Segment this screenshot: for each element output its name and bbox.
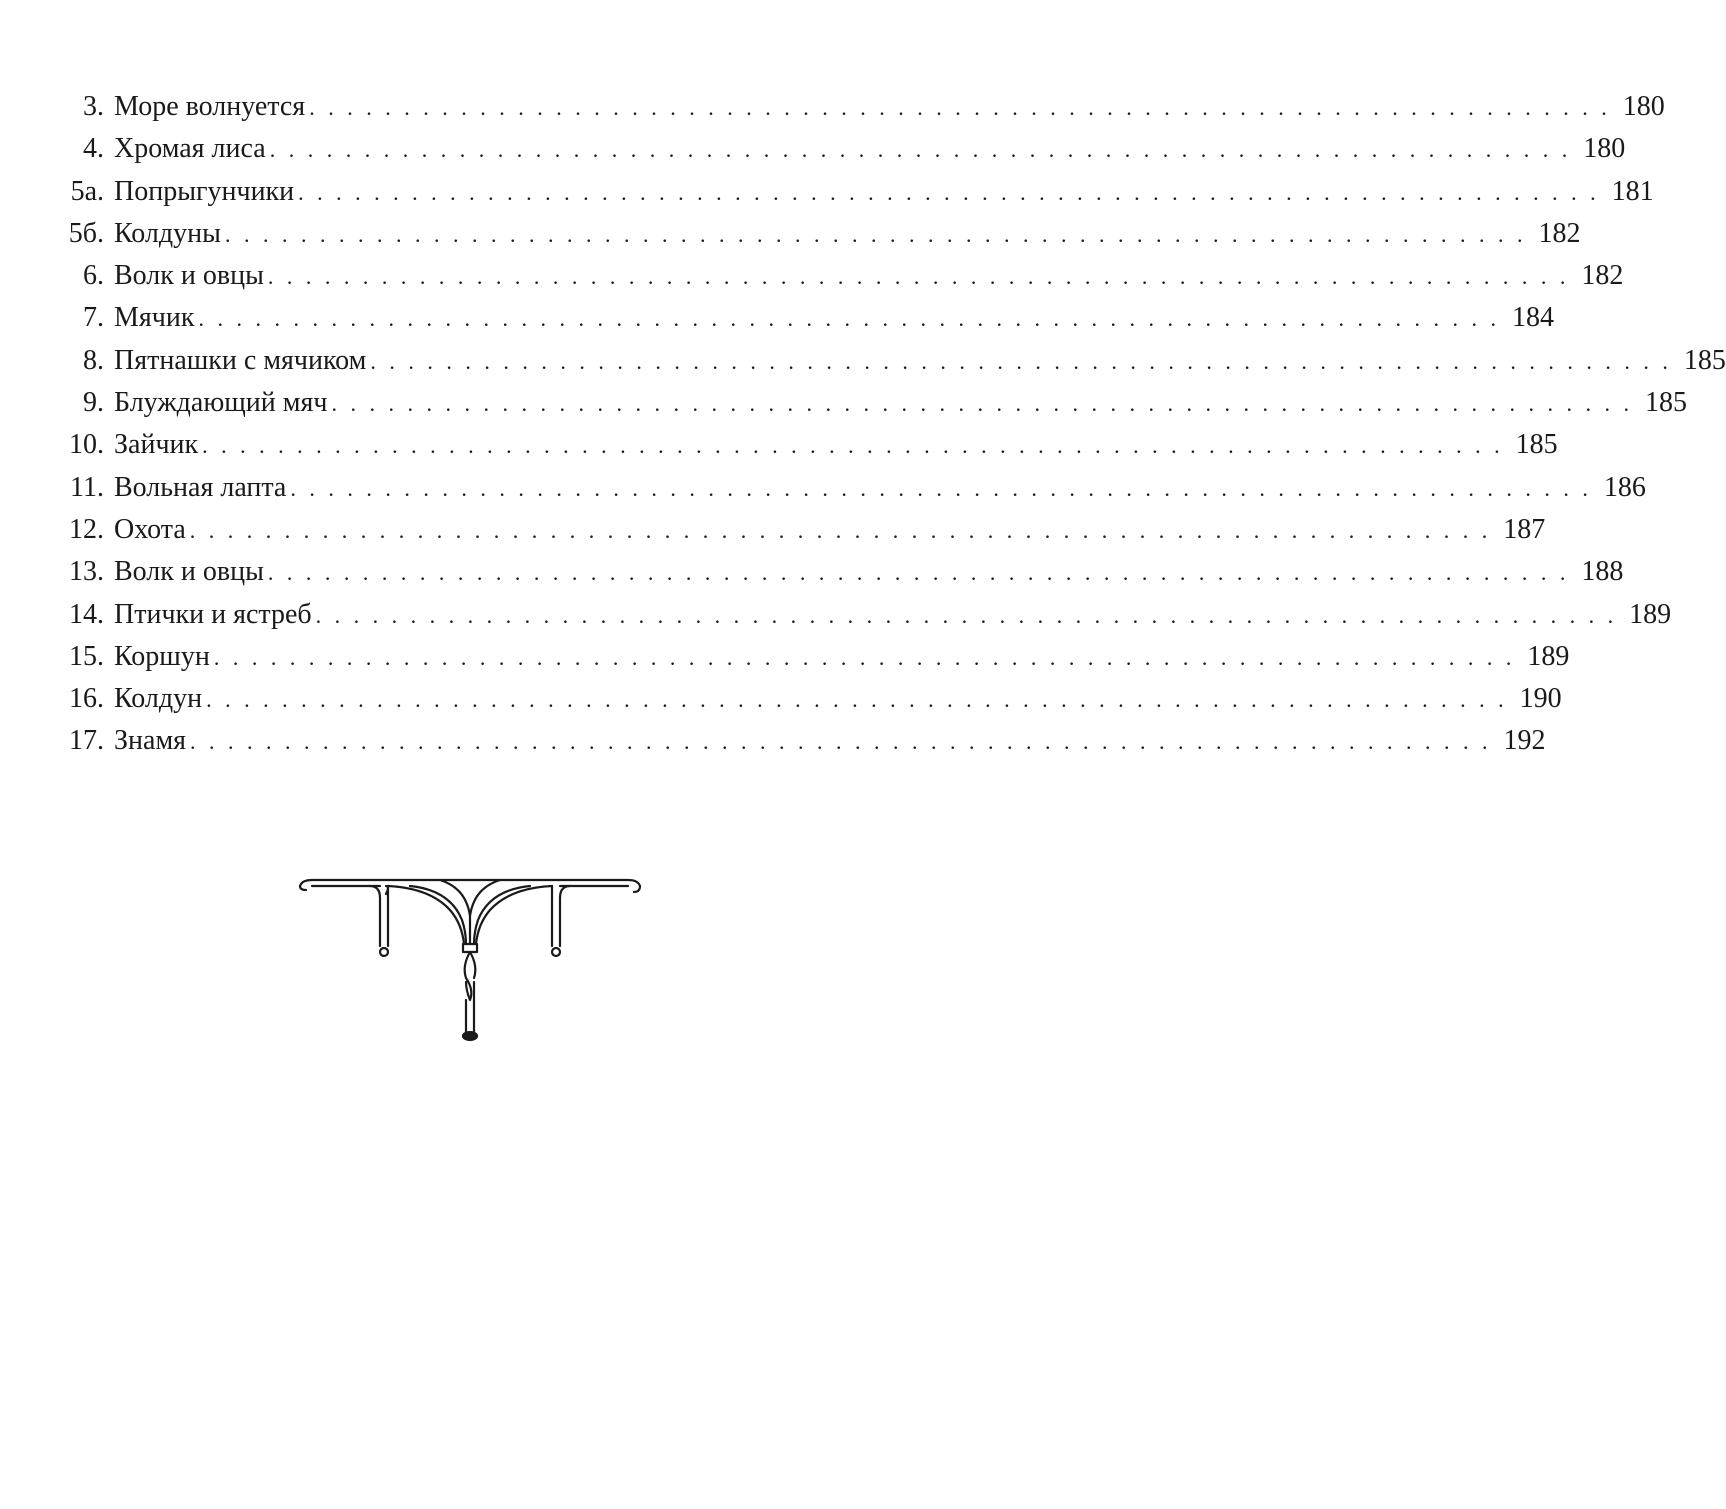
toc-entry-number: 10. bbox=[69, 429, 104, 461]
toc-entry-title: Блуждающий мяч bbox=[114, 387, 328, 419]
toc-entry-number: 5б. bbox=[68, 217, 104, 249]
toc-entry-title: Колдун bbox=[114, 683, 203, 715]
toc-entry-page: 189 bbox=[1527, 640, 1570, 672]
toc-entry bbox=[60, 128, 1626, 170]
toc-entry-page: 188 bbox=[1581, 556, 1624, 588]
toc-entry-page: 180 bbox=[1583, 133, 1626, 165]
toc-entry-number: 14. bbox=[69, 598, 104, 630]
toc-dot-leader: . . . . . . . . . . . . . . . . . . . . . . . . . . . . . . . . . . . . . . . . . . . . . . . . . . . . . . . . . . . . . . . . . . . . . bbox=[298, 179, 1600, 205]
toc-dot-leader: . . . . . . . . . . . . . . . . . . . . . . . . . . . . . . . . . . . . . . . . . . . . . . . . . . . . . . . . . . . . . . . . . . . . . bbox=[190, 729, 1492, 755]
toc-entry-page: 182 bbox=[1538, 217, 1581, 249]
toc-entry-page: 190 bbox=[1519, 683, 1562, 715]
table-of-contents bbox=[60, 86, 1726, 763]
toc-dot-leader: . . . . . . . . . . . . . . . . . . . . . . . . . . . . . . . . . . . . . . . . . . . . . . . . . . . . . . . . . . . . . . . . . . . . . bbox=[224, 221, 1527, 247]
toc-entry-title: Волк и овцы bbox=[114, 260, 264, 292]
toc-entry-title: Знамя bbox=[114, 725, 187, 757]
toc-entry bbox=[60, 720, 1546, 762]
toc-entry-title: Попрыгунчики bbox=[114, 175, 295, 207]
toc-entry-number: 6. bbox=[83, 260, 104, 292]
toc-entry-number: 5а. bbox=[70, 175, 104, 207]
toc-dot-leader: . . . . . . . . . . . . . . . . . . . . . . . . . . . . . . . . . . . . . . . . . . . . . . . . . . . . . . . . . . . . . . . . . . . . . bbox=[267, 264, 1570, 290]
toc-entry-page: 181 bbox=[1611, 175, 1654, 207]
toc-entry-number: 9. bbox=[83, 387, 104, 419]
toc-entry bbox=[60, 551, 1624, 593]
toc-entry bbox=[60, 297, 1554, 339]
toc-entry-page: 184 bbox=[1511, 302, 1554, 334]
toc-entry-page: 185 bbox=[1644, 387, 1687, 419]
toc-entry-title: Мячик bbox=[114, 302, 195, 334]
toc-entry-number: 12. bbox=[69, 513, 104, 545]
toc-entry-number: 16. bbox=[69, 683, 104, 715]
toc-entry-number: 13. bbox=[69, 556, 104, 588]
toc-entry-page: 182 bbox=[1581, 260, 1624, 292]
toc-entry-number: 7. bbox=[83, 302, 104, 334]
toc-entry bbox=[60, 678, 1562, 720]
toc-entry-title: Охота bbox=[114, 513, 186, 545]
toc-entry-title: Хромая лиса bbox=[114, 133, 266, 165]
toc-entry-page: 189 bbox=[1629, 598, 1672, 630]
toc-entry-title: Море волнуется bbox=[114, 91, 306, 122]
toc-entry-page: 186 bbox=[1603, 471, 1646, 503]
toc-entry bbox=[60, 213, 1581, 255]
toc-entry bbox=[60, 340, 1726, 382]
toc-entry-title: Волк и овцы bbox=[114, 556, 264, 588]
toc-dot-leader: . . . . . . . . . . . . . . . . . . . . . . . . . . . . . . . . . . . . . . . . . . . . . . . . . . . . . . . . . . . . . . . . . . . . . bbox=[213, 644, 1516, 670]
toc-entry-number: 15. bbox=[69, 640, 104, 672]
toc-dot-leader: . . . . . . . . . . . . . . . . . . . . . . . . . . . . . . . . . . . . . . . . . . . . . . . . . . . . . . . . . . . . . . . . . . . . . bbox=[309, 95, 1611, 120]
toc-entry-number: 17. bbox=[69, 725, 104, 757]
toc-entry-title: Вольная лапта bbox=[114, 471, 287, 503]
toc-entry bbox=[60, 636, 1570, 678]
toc-entry bbox=[60, 255, 1624, 297]
toc-entry bbox=[60, 86, 1665, 128]
toc-entry bbox=[60, 467, 1646, 509]
toc-entry-title: Зайчик bbox=[114, 429, 199, 461]
decorative-ornament-icon bbox=[290, 870, 650, 1050]
toc-entry-number: 11. bbox=[70, 471, 104, 503]
toc-entry bbox=[60, 424, 1558, 466]
toc-dot-leader: . . . . . . . . . . . . . . . . . . . . . . . . . . . . . . . . . . . . . . . . . . . . . . . . . . . . . . . . . . . . . . . . . . . . . bbox=[331, 391, 1633, 417]
toc-dot-leader: . . . . . . . . . . . . . . . . . . . . . . . . . . . . . . . . . . . . . . . . . . . . . . . . . . . . . . . . . . . . . . . . . . . . . bbox=[267, 560, 1570, 586]
toc-entry bbox=[60, 382, 1687, 424]
toc-entry-number: 8. bbox=[83, 344, 104, 376]
toc-entry bbox=[60, 171, 1654, 213]
toc-entry-title: Птички и ястреб bbox=[114, 598, 312, 630]
toc-entry-title: Пятнашки с мячиком bbox=[114, 344, 367, 376]
toc-entry-title: Колдуны bbox=[114, 217, 221, 249]
toc-dot-leader: . . . . . . . . . . . . . . . . . . . . . . . . . . . . . . . . . . . . . . . . . . . . . . . . . . . . . . . . . . . . . . . . . . . . . bbox=[269, 137, 1572, 163]
toc-entry-page: 185 bbox=[1683, 344, 1726, 376]
toc-dot-leader: . . . . . . . . . . . . . . . . . . . . . . . . . . . . . . . . . . . . . . . . . . . . . . . . . . . . . . . . . . . . . . . . . . . . . bbox=[202, 433, 1504, 459]
toc-dot-leader: . . . . . . . . . . . . . . . . . . . . . . . . . . . . . . . . . . . . . . . . . . . . . . . . . . . . . . . . . . . . . . . . . . . . . bbox=[290, 475, 1592, 501]
toc-entry-title: Коршун bbox=[114, 640, 210, 672]
toc-dot-leader: . . . . . . . . . . . . . . . . . . . . . . . . . . . . . . . . . . . . . . . . . . . . . . . . . . . . . . . . . . . . . . . . . . . . . bbox=[370, 348, 1672, 374]
toc-dot-leader: . . . . . . . . . . . . . . . . . . . . . . . . . . . . . . . . . . . . . . . . . . . . . . . . . . . . . . . . . . . . . . . . . . . . . bbox=[206, 687, 1508, 713]
toc-entry-page: 185 bbox=[1515, 429, 1558, 461]
toc-dot-leader: . . . . . . . . . . . . . . . . . . . . . . . . . . . . . . . . . . . . . . . . . . . . . . . . . . . . . . . . . . . . . . . . . . . . . bbox=[315, 602, 1618, 628]
toc-dot-leader: . . . . . . . . . . . . . . . . . . . . . . . . . . . . . . . . . . . . . . . . . . . . . . . . . . . . . . . . . . . . . . . . . . . . . bbox=[189, 517, 1492, 543]
toc-entry-number: 3. bbox=[83, 91, 104, 122]
toc-dot-leader: . . . . . . . . . . . . . . . . . . . . . . . . . . . . . . . . . . . . . . . . . . . . . . . . . . . . . . . . . . . . . . . . . . . . . bbox=[198, 306, 1500, 332]
toc-entry-number: 4. bbox=[83, 133, 104, 165]
toc-entry bbox=[60, 594, 1672, 636]
toc-entry-page: 180 bbox=[1622, 91, 1665, 122]
toc-entry-page: 187 bbox=[1503, 513, 1546, 545]
toc-entry bbox=[60, 509, 1546, 551]
toc-entry-page: 192 bbox=[1503, 725, 1546, 757]
